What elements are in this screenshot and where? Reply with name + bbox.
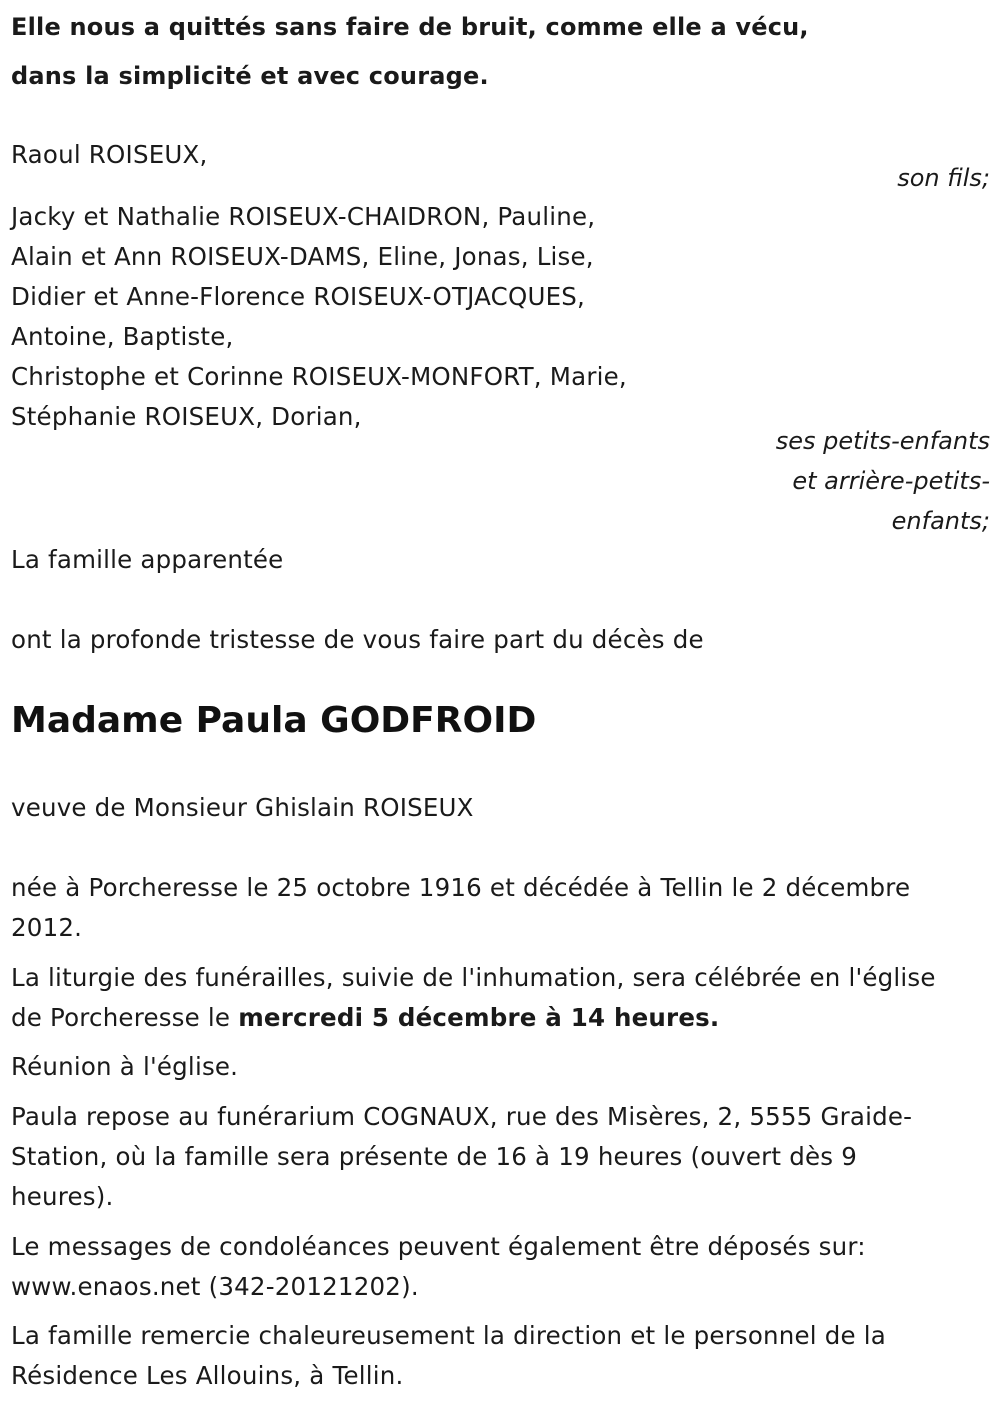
- son-name: Raoul ROISEUX,: [11, 140, 208, 169]
- birth-death-line-2: 2012.: [11, 913, 83, 942]
- grandchildren-line-3: Didier et Anne-Florence ROISEUX-OTJACQUES,: [11, 282, 586, 311]
- condolences-line-1: Le messages de condoléances peuvent également être déposés sur:: [11, 1232, 866, 1261]
- epigraph-line-1: Elle nous a quittés sans faire de bruit, comme elle a vécu,: [11, 13, 809, 41]
- condolences-line-2: www.enaos.net (342-20121202).: [11, 1272, 419, 1301]
- funeral-home-line-3: heures).: [11, 1182, 114, 1211]
- epigraph-line-2: dans la simplicité et avec courage.: [11, 62, 489, 90]
- birth-death-line-1: née à Porcheresse le 25 octobre 1916 et décédée à Tellin le 2 décembre: [11, 873, 911, 902]
- liturgy-prefix: de Porcheresse le: [11, 1003, 239, 1032]
- grandchildren-line-4: Antoine, Baptiste,: [11, 322, 234, 351]
- family-line: La famille apparentée: [11, 545, 284, 574]
- grandchildren-role-line-1: ses petits-enfants: [775, 427, 990, 455]
- grandchildren-role-line-2: et arrière-petits-: [792, 467, 990, 495]
- grandchildren-line-5: Christophe et Corinne ROISEUX-MONFORT, Marie,: [11, 362, 627, 391]
- liturgy-date-time: mercredi 5 décembre à 14 heures.: [238, 1003, 720, 1032]
- grandchildren-role-line-3: enfants;: [891, 507, 990, 535]
- thanks-line-2: Résidence Les Allouins, à Tellin.: [11, 1361, 404, 1390]
- son-role: son fils;: [897, 164, 990, 192]
- liturgy-line-2: [11, 998, 719, 1038]
- liturgy-line-1: La liturgie des funérailles, suivie de l'inhumation, sera célébrée en l'église: [11, 963, 936, 992]
- widow-of-line: veuve de Monsieur Ghislain ROISEUX: [11, 793, 474, 822]
- grandchildren-line-1: Jacky et Nathalie ROISEUX-CHAIDRON, Pauline,: [11, 202, 596, 231]
- thanks-line-1: La famille remercie chaleureusement la direction et le personnel de la: [11, 1321, 887, 1350]
- announcement-line: ont la profonde tristesse de vous faire part du décès de: [11, 625, 704, 654]
- funeral-home-line-2: Station, où la famille sera présente de 16 à 19 heures (ouvert dès 9: [11, 1142, 857, 1171]
- grandchildren-line-6: Stéphanie ROISEUX, Dorian,: [11, 402, 362, 431]
- deceased-name: Madame Paula GODFROID: [11, 700, 537, 741]
- meeting-line: Réunion à l'église.: [11, 1052, 239, 1081]
- funeral-home-line-1: Paula repose au funérarium COGNAUX, rue des Misères, 2, 5555 Graide-: [11, 1102, 913, 1131]
- grandchildren-line-2: Alain et Ann ROISEUX-DAMS, Eline, Jonas, Lise,: [11, 242, 594, 271]
